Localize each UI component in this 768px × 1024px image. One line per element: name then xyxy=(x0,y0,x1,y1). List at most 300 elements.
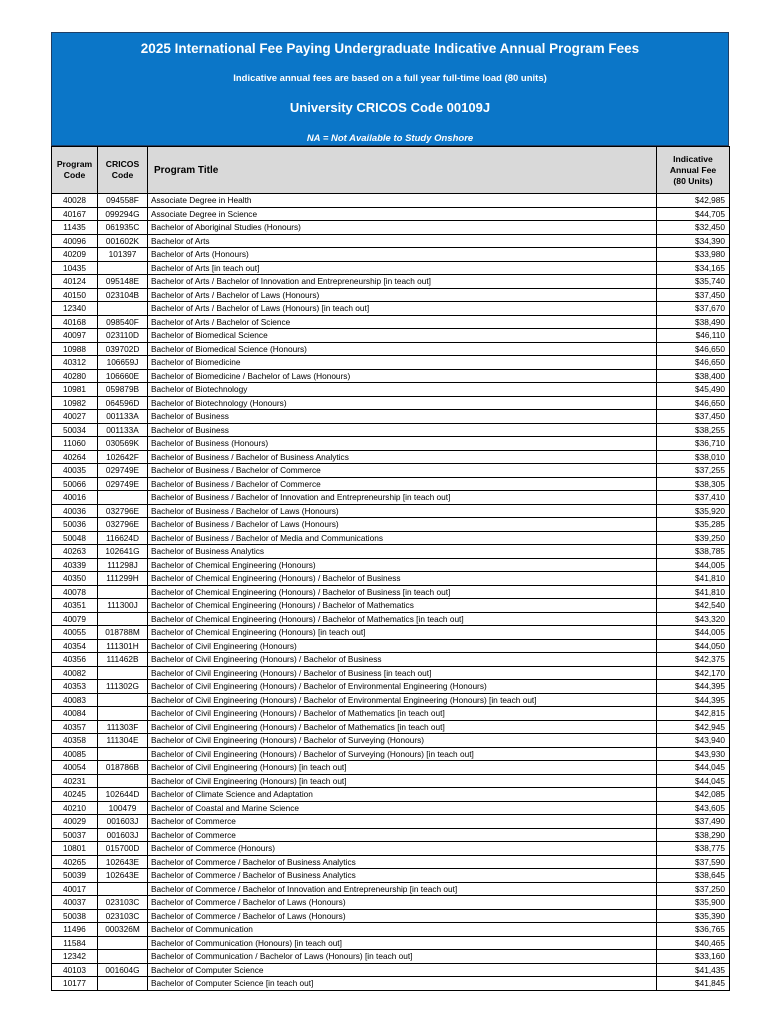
header-banner xyxy=(51,32,729,146)
program-title-cell: Bachelor of Arts / Bachelor of Science xyxy=(148,315,657,329)
table-row xyxy=(52,545,730,559)
annual-fee-cell: $46,650 xyxy=(657,396,730,410)
program-code-cell: 40339 xyxy=(52,558,98,572)
annual-fee-cell: $44,050 xyxy=(657,639,730,653)
annual-fee-cell: $44,005 xyxy=(657,626,730,640)
col-annual-fee: Indicative Annual Fee (80 Units) xyxy=(657,147,730,194)
table-row xyxy=(52,950,730,964)
program-title-cell: Bachelor of Business / Bachelor of Media and Communications xyxy=(148,531,657,545)
fee-sheet xyxy=(51,32,729,991)
annual-fee-cell: $36,765 xyxy=(657,923,730,937)
table-row xyxy=(52,855,730,869)
program-code-cell: 50066 xyxy=(52,477,98,491)
program-title-cell: Bachelor of Civil Engineering (Honours) / Bachelor of Mathematics [in teach out] xyxy=(148,720,657,734)
cricos-code-cell xyxy=(98,666,148,680)
program-title-cell: Bachelor of Chemical Engineering (Honours) / Bachelor of Mathematics [in teach out] xyxy=(148,612,657,626)
program-title-cell: Bachelor of Business / Bachelor of Laws (Honours) xyxy=(148,518,657,532)
cricos-code-cell: 102643E xyxy=(98,855,148,869)
program-title-cell: Bachelor of Civil Engineering (Honours) / Bachelor of Mathematics [in teach out] xyxy=(148,707,657,721)
cricos-code-cell: 102643E xyxy=(98,869,148,883)
program-code-cell: 50037 xyxy=(52,828,98,842)
cricos-code-cell xyxy=(98,882,148,896)
cricos-code-cell xyxy=(98,936,148,950)
program-title-cell: Bachelor of Business / Bachelor of Business Analytics xyxy=(148,450,657,464)
cricos-code-cell: 039702D xyxy=(98,342,148,356)
cricos-code-cell xyxy=(98,491,148,505)
program-title-cell: Bachelor of Biomedicine xyxy=(148,356,657,370)
program-title-cell: Bachelor of Biotechnology (Honours) xyxy=(148,396,657,410)
program-code-cell: 40035 xyxy=(52,464,98,478)
table-row xyxy=(52,464,730,478)
table-row xyxy=(52,504,730,518)
program-title-cell: Bachelor of Computer Science [in teach out] xyxy=(148,977,657,991)
program-code-cell: 40168 xyxy=(52,315,98,329)
annual-fee-cell: $33,980 xyxy=(657,248,730,262)
cricos-code-cell: 001603J xyxy=(98,828,148,842)
table-row xyxy=(52,342,730,356)
cricos-code-cell: 111299H xyxy=(98,572,148,586)
program-code-cell: 10801 xyxy=(52,842,98,856)
table-row xyxy=(52,477,730,491)
annual-fee-cell: $42,170 xyxy=(657,666,730,680)
program-code-cell: 40029 xyxy=(52,815,98,829)
program-title-cell: Associate Degree in Science xyxy=(148,207,657,221)
annual-fee-cell: $34,165 xyxy=(657,261,730,275)
annual-fee-cell: $38,645 xyxy=(657,869,730,883)
annual-fee-cell: $38,290 xyxy=(657,828,730,842)
program-code-cell: 40150 xyxy=(52,288,98,302)
program-code-cell: 40280 xyxy=(52,369,98,383)
program-code-cell: 40016 xyxy=(52,491,98,505)
table-header-row xyxy=(52,147,730,194)
program-title-cell: Bachelor of Climate Science and Adaptation xyxy=(148,788,657,802)
program-title-cell: Bachelor of Chemical Engineering (Honours) / Bachelor of Business xyxy=(148,572,657,586)
program-code-cell: 50039 xyxy=(52,869,98,883)
table-row xyxy=(52,923,730,937)
annual-fee-cell: $37,255 xyxy=(657,464,730,478)
cricos-code-cell: 030569K xyxy=(98,437,148,451)
program-title-cell: Bachelor of Civil Engineering (Honours) [in teach out] xyxy=(148,774,657,788)
cricos-code-cell: 116624D xyxy=(98,531,148,545)
cricos-code-cell xyxy=(98,261,148,275)
program-title-cell: Bachelor of Commerce / Bachelor of Innovation and Entrepreneurship [in teach out] xyxy=(148,882,657,896)
program-code-cell: 40265 xyxy=(52,855,98,869)
annual-fee-cell: $35,920 xyxy=(657,504,730,518)
table-row xyxy=(52,315,730,329)
program-title-cell: Bachelor of Arts (Honours) xyxy=(148,248,657,262)
program-code-cell: 40356 xyxy=(52,653,98,667)
cricos-code-cell xyxy=(98,950,148,964)
annual-fee-cell: $37,250 xyxy=(657,882,730,896)
program-title-cell: Bachelor of Business / Bachelor of Laws (Honours) xyxy=(148,504,657,518)
table-row xyxy=(52,896,730,910)
program-code-cell: 11435 xyxy=(52,221,98,235)
annual-fee-cell: $41,810 xyxy=(657,585,730,599)
table-row xyxy=(52,626,730,640)
annual-fee-cell: $39,250 xyxy=(657,531,730,545)
program-code-cell: 40078 xyxy=(52,585,98,599)
annual-fee-cell: $38,255 xyxy=(657,423,730,437)
annual-fee-cell: $42,985 xyxy=(657,194,730,208)
annual-fee-cell: $38,010 xyxy=(657,450,730,464)
table-row xyxy=(52,369,730,383)
table-row xyxy=(52,869,730,883)
table-row xyxy=(52,423,730,437)
program-code-cell: 40096 xyxy=(52,234,98,248)
col-cricos-code: CRICOS Code xyxy=(98,147,148,194)
program-title-cell: Bachelor of Business / Bachelor of Commerce xyxy=(148,464,657,478)
annual-fee-cell: $38,775 xyxy=(657,842,730,856)
cricos-code-cell: 111301H xyxy=(98,639,148,653)
program-title-cell: Bachelor of Civil Engineering (Honours) / Bachelor of Environmental Engineering (Honours) xyxy=(148,680,657,694)
table-row xyxy=(52,693,730,707)
program-code-cell: 40082 xyxy=(52,666,98,680)
annual-fee-cell: $46,110 xyxy=(657,329,730,343)
table-row xyxy=(52,612,730,626)
annual-fee-cell: $42,945 xyxy=(657,720,730,734)
table-row xyxy=(52,747,730,761)
cricos-code-cell: 018786B xyxy=(98,761,148,775)
table-row xyxy=(52,842,730,856)
table-row xyxy=(52,585,730,599)
annual-fee-cell: $34,390 xyxy=(657,234,730,248)
program-title-cell: Bachelor of Commerce xyxy=(148,828,657,842)
program-title-cell: Bachelor of Business xyxy=(148,423,657,437)
cricos-code-cell: 029749E xyxy=(98,464,148,478)
table-row xyxy=(52,653,730,667)
program-title-cell: Bachelor of Chemical Engineering (Honours) / Bachelor of Business [in teach out] xyxy=(148,585,657,599)
annual-fee-cell: $38,490 xyxy=(657,315,730,329)
program-title-cell: Bachelor of Commerce xyxy=(148,815,657,829)
program-code-cell: 40028 xyxy=(52,194,98,208)
program-code-cell: 10177 xyxy=(52,977,98,991)
annual-fee-cell: $45,490 xyxy=(657,383,730,397)
cricos-code-cell xyxy=(98,774,148,788)
annual-fee-cell: $43,940 xyxy=(657,734,730,748)
program-title-cell: Bachelor of Business / Bachelor of Commerce xyxy=(148,477,657,491)
annual-fee-cell: $44,395 xyxy=(657,693,730,707)
program-code-cell: 40353 xyxy=(52,680,98,694)
cricos-code-cell: 106659J xyxy=(98,356,148,370)
table-row xyxy=(52,531,730,545)
annual-fee-cell: $37,670 xyxy=(657,302,730,316)
annual-fee-cell: $43,930 xyxy=(657,747,730,761)
annual-fee-cell: $41,435 xyxy=(657,963,730,977)
program-code-cell: 40055 xyxy=(52,626,98,640)
cricos-code-cell: 023103C xyxy=(98,909,148,923)
program-code-cell: 40083 xyxy=(52,693,98,707)
annual-fee-cell: $42,815 xyxy=(657,707,730,721)
program-title-cell: Bachelor of Coastal and Marine Science xyxy=(148,801,657,815)
cricos-code-cell: 015700D xyxy=(98,842,148,856)
annual-fee-cell: $35,900 xyxy=(657,896,730,910)
program-code-cell: 40264 xyxy=(52,450,98,464)
table-row xyxy=(52,194,730,208)
annual-fee-cell: $43,605 xyxy=(657,801,730,815)
program-title-cell: Bachelor of Civil Engineering (Honours) xyxy=(148,639,657,653)
table-row xyxy=(52,720,730,734)
annual-fee-cell: $37,590 xyxy=(657,855,730,869)
table-row xyxy=(52,936,730,950)
cricos-code-cell xyxy=(98,707,148,721)
annual-fee-cell: $35,285 xyxy=(657,518,730,532)
program-title-cell: Bachelor of Chemical Engineering (Honours) xyxy=(148,558,657,572)
program-title-cell: Bachelor of Arts [in teach out] xyxy=(148,261,657,275)
table-row xyxy=(52,977,730,991)
program-title-cell: Bachelor of Aboriginal Studies (Honours) xyxy=(148,221,657,235)
program-code-cell: 40085 xyxy=(52,747,98,761)
cricos-code-cell: 001133A xyxy=(98,423,148,437)
program-code-cell: 40054 xyxy=(52,761,98,775)
program-code-cell: 40350 xyxy=(52,572,98,586)
program-code-cell: 40167 xyxy=(52,207,98,221)
cricos-code-cell: 000326M xyxy=(98,923,148,937)
cricos-code-cell: 001602K xyxy=(98,234,148,248)
cricos-code-cell xyxy=(98,977,148,991)
program-code-cell: 12342 xyxy=(52,950,98,964)
program-title-cell: Bachelor of Civil Engineering (Honours) / Bachelor of Surveying (Honours) [in teach out] xyxy=(148,747,657,761)
cricos-code-cell xyxy=(98,747,148,761)
annual-fee-cell: $38,305 xyxy=(657,477,730,491)
program-code-cell: 40312 xyxy=(52,356,98,370)
cricos-code-cell xyxy=(98,585,148,599)
table-row xyxy=(52,801,730,815)
program-code-cell: 40079 xyxy=(52,612,98,626)
annual-fee-cell: $32,450 xyxy=(657,221,730,235)
annual-fee-cell: $42,375 xyxy=(657,653,730,667)
program-title-cell: Bachelor of Commerce / Bachelor of Laws (Honours) xyxy=(148,896,657,910)
table-row xyxy=(52,288,730,302)
program-code-cell: 40084 xyxy=(52,707,98,721)
cricos-code-cell: 111302G xyxy=(98,680,148,694)
program-code-cell: 40210 xyxy=(52,801,98,815)
program-code-cell: 40017 xyxy=(52,882,98,896)
annual-fee-cell: $46,650 xyxy=(657,342,730,356)
program-code-cell: 10988 xyxy=(52,342,98,356)
program-title-cell: Bachelor of Communication / Bachelor of Laws (Honours) [in teach out] xyxy=(148,950,657,964)
cricos-code-cell: 101397 xyxy=(98,248,148,262)
program-code-cell: 40097 xyxy=(52,329,98,343)
table-row xyxy=(52,248,730,262)
program-code-cell: 11496 xyxy=(52,923,98,937)
program-title-cell: Bachelor of Biotechnology xyxy=(148,383,657,397)
program-title-cell: Bachelor of Biomedical Science xyxy=(148,329,657,343)
col-program-title: Program Title xyxy=(148,147,657,194)
program-title-cell: Bachelor of Business xyxy=(148,410,657,424)
program-title-cell: Bachelor of Civil Engineering (Honours) / Bachelor of Business [in teach out] xyxy=(148,666,657,680)
cricos-code-cell: 001604G xyxy=(98,963,148,977)
table-row xyxy=(52,329,730,343)
cricos-code-cell: 102642F xyxy=(98,450,148,464)
cricos-code-cell: 064596D xyxy=(98,396,148,410)
program-code-cell: 50048 xyxy=(52,531,98,545)
program-title-cell: Bachelor of Business (Honours) xyxy=(148,437,657,451)
program-title-cell: Bachelor of Arts / Bachelor of Innovation and Entrepreneurship [in teach out] xyxy=(148,275,657,289)
program-code-cell: 10981 xyxy=(52,383,98,397)
annual-fee-cell: $46,650 xyxy=(657,356,730,370)
cricos-code-cell: 023110D xyxy=(98,329,148,343)
program-code-cell: 12340 xyxy=(52,302,98,316)
program-code-cell: 40103 xyxy=(52,963,98,977)
program-code-cell: 50034 xyxy=(52,423,98,437)
table-row xyxy=(52,707,730,721)
cricos-code-cell: 032796E xyxy=(98,504,148,518)
program-title-cell: Associate Degree in Health xyxy=(148,194,657,208)
table-row xyxy=(52,815,730,829)
program-title-cell: Bachelor of Arts / Bachelor of Laws (Honours) xyxy=(148,288,657,302)
cricos-code-cell xyxy=(98,302,148,316)
annual-fee-cell: $44,395 xyxy=(657,680,730,694)
program-title-cell: Bachelor of Commerce / Bachelor of Business Analytics xyxy=(148,855,657,869)
cricos-code-cell: 111303F xyxy=(98,720,148,734)
program-title-cell: Bachelor of Commerce / Bachelor of Laws (Honours) xyxy=(148,909,657,923)
sheet-title: 2025 International Fee Paying Undergraduate Indicative Annual Program Fees xyxy=(140,41,640,56)
table-row xyxy=(52,261,730,275)
program-code-cell: 40231 xyxy=(52,774,98,788)
table-row xyxy=(52,234,730,248)
annual-fee-cell: $37,450 xyxy=(657,410,730,424)
table-row xyxy=(52,734,730,748)
program-code-cell: 40354 xyxy=(52,639,98,653)
cricos-code-cell: 111300J xyxy=(98,599,148,613)
table-row xyxy=(52,356,730,370)
program-title-cell: Bachelor of Biomedicine / Bachelor of Laws (Honours) xyxy=(148,369,657,383)
table-row xyxy=(52,572,730,586)
annual-fee-cell: $33,160 xyxy=(657,950,730,964)
cricos-code-cell: 018788M xyxy=(98,626,148,640)
table-row xyxy=(52,302,730,316)
table-row xyxy=(52,680,730,694)
program-code-cell: 40245 xyxy=(52,788,98,802)
annual-fee-cell: $42,085 xyxy=(657,788,730,802)
table-row xyxy=(52,761,730,775)
program-title-cell: Bachelor of Civil Engineering (Honours) / Bachelor of Surveying (Honours) xyxy=(148,734,657,748)
program-code-cell: 40358 xyxy=(52,734,98,748)
cricos-code-cell: 106660E xyxy=(98,369,148,383)
table-row xyxy=(52,963,730,977)
annual-fee-cell: $44,705 xyxy=(657,207,730,221)
program-title-cell: Bachelor of Computer Science xyxy=(148,963,657,977)
cricos-code-cell: 095148E xyxy=(98,275,148,289)
table-row xyxy=(52,774,730,788)
program-title-cell: Bachelor of Business / Bachelor of Innovation and Entrepreneurship [in teach out] xyxy=(148,491,657,505)
annual-fee-cell: $35,390 xyxy=(657,909,730,923)
cricos-code-cell: 111304E xyxy=(98,734,148,748)
cricos-code-cell: 098540F xyxy=(98,315,148,329)
program-code-cell: 40037 xyxy=(52,896,98,910)
table-row xyxy=(52,450,730,464)
program-title-cell: Bachelor of Commerce (Honours) xyxy=(148,842,657,856)
program-code-cell: 40124 xyxy=(52,275,98,289)
sheet-subtitle: Indicative annual fees are based on a full year full-time load (80 units) xyxy=(233,73,547,84)
annual-fee-cell: $37,490 xyxy=(657,815,730,829)
annual-fee-cell: $41,810 xyxy=(657,572,730,586)
table-row xyxy=(52,491,730,505)
annual-fee-cell: $36,710 xyxy=(657,437,730,451)
annual-fee-cell: $37,450 xyxy=(657,288,730,302)
cricos-code-cell: 001133A xyxy=(98,410,148,424)
program-code-cell: 50036 xyxy=(52,518,98,532)
cricos-code-cell: 094558F xyxy=(98,194,148,208)
program-title-cell: Bachelor of Biomedical Science (Honours) xyxy=(148,342,657,356)
annual-fee-cell: $43,320 xyxy=(657,612,730,626)
program-code-cell: 10982 xyxy=(52,396,98,410)
fee-table xyxy=(51,146,730,991)
annual-fee-cell: $44,005 xyxy=(657,558,730,572)
cricos-code-cell: 100479 xyxy=(98,801,148,815)
cricos-code-cell: 102644D xyxy=(98,788,148,802)
cricos-code-cell: 023104B xyxy=(98,288,148,302)
table-row xyxy=(52,275,730,289)
program-title-cell: Bachelor of Arts / Bachelor of Laws (Honours) [in teach out] xyxy=(148,302,657,316)
cricos-code-cell: 001603J xyxy=(98,815,148,829)
cricos-code-cell: 099294G xyxy=(98,207,148,221)
program-title-cell: Bachelor of Chemical Engineering (Honours) / Bachelor of Mathematics xyxy=(148,599,657,613)
cricos-code-cell: 061935C xyxy=(98,221,148,235)
annual-fee-cell: $41,845 xyxy=(657,977,730,991)
program-title-cell: Bachelor of Civil Engineering (Honours) / Bachelor of Environmental Engineering (Honours) [in teach out] xyxy=(148,693,657,707)
university-cricos-code: University CRICOS Code 00109J xyxy=(289,100,491,115)
table-row xyxy=(52,882,730,896)
program-title-cell: Bachelor of Civil Engineering (Honours) / Bachelor of Business xyxy=(148,653,657,667)
table-row xyxy=(52,396,730,410)
cricos-code-cell xyxy=(98,612,148,626)
program-title-cell: Bachelor of Communication xyxy=(148,923,657,937)
annual-fee-cell: $35,740 xyxy=(657,275,730,289)
program-code-cell: 40209 xyxy=(52,248,98,262)
program-code-cell: 40036 xyxy=(52,504,98,518)
program-code-cell: 40357 xyxy=(52,720,98,734)
program-code-cell: 10435 xyxy=(52,261,98,275)
table-row xyxy=(52,518,730,532)
program-code-cell: 11584 xyxy=(52,936,98,950)
annual-fee-cell: $40,465 xyxy=(657,936,730,950)
cricos-code-cell: 111298J xyxy=(98,558,148,572)
table-row xyxy=(52,383,730,397)
table-row xyxy=(52,410,730,424)
table-row xyxy=(52,788,730,802)
table-row xyxy=(52,909,730,923)
program-code-cell: 40351 xyxy=(52,599,98,613)
table-row xyxy=(52,828,730,842)
cricos-code-cell: 059879B xyxy=(98,383,148,397)
table-row xyxy=(52,639,730,653)
table-row xyxy=(52,437,730,451)
program-code-cell: 50038 xyxy=(52,909,98,923)
table-row xyxy=(52,558,730,572)
cricos-code-cell: 111462B xyxy=(98,653,148,667)
annual-fee-cell: $44,045 xyxy=(657,774,730,788)
annual-fee-cell: $38,400 xyxy=(657,369,730,383)
cricos-code-cell: 023103C xyxy=(98,896,148,910)
cricos-code-cell xyxy=(98,693,148,707)
cricos-code-cell: 102641G xyxy=(98,545,148,559)
annual-fee-cell: $42,540 xyxy=(657,599,730,613)
cricos-code-cell: 029749E xyxy=(98,477,148,491)
program-title-cell: Bachelor of Chemical Engineering (Honours) [in teach out] xyxy=(148,626,657,640)
program-code-cell: 40027 xyxy=(52,410,98,424)
table-row xyxy=(52,221,730,235)
program-title-cell: Bachelor of Arts xyxy=(148,234,657,248)
annual-fee-cell: $37,410 xyxy=(657,491,730,505)
table-row xyxy=(52,207,730,221)
cricos-code-cell: 032796E xyxy=(98,518,148,532)
program-code-cell: 11060 xyxy=(52,437,98,451)
table-row xyxy=(52,666,730,680)
program-title-cell: Bachelor of Civil Engineering (Honours) [in teach out] xyxy=(148,761,657,775)
program-title-cell: Bachelor of Communication (Honours) [in teach out] xyxy=(148,936,657,950)
program-code-cell: 40263 xyxy=(52,545,98,559)
